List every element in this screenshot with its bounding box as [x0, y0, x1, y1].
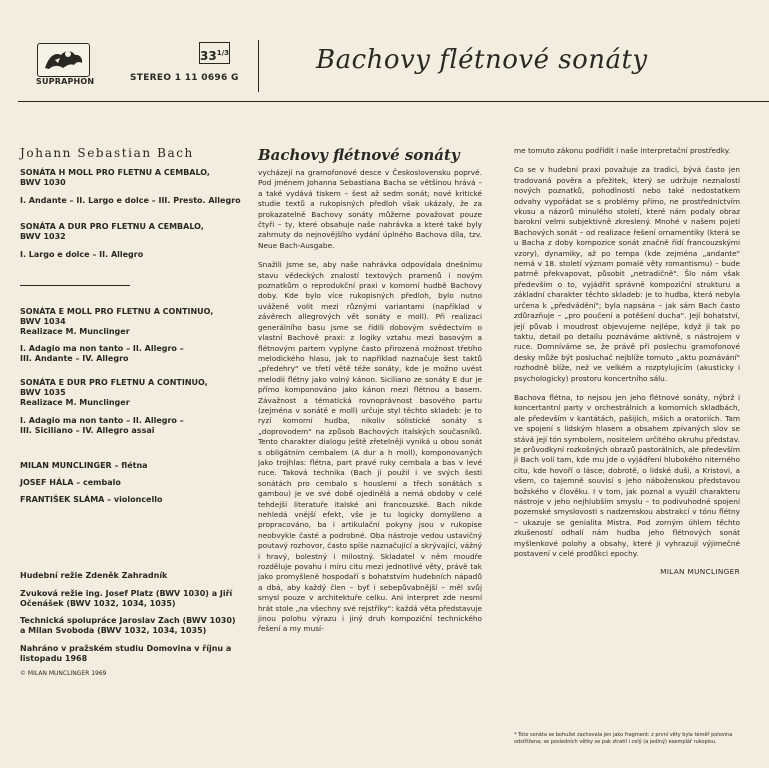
- catalog-number: STEREO 1 11 0696 G: [130, 73, 239, 83]
- left-separator: [20, 285, 130, 286]
- sonata-4-title: SONÁTA E DUR PRO FLETNU A CONTINUO,: [20, 378, 208, 387]
- composer-name: Johann Sebastian Bach: [20, 146, 194, 160]
- speed-badge: [199, 42, 230, 64]
- performer-flute: MILAN MUNCLINGER – flétna: [20, 461, 148, 470]
- article-signature: MILAN MUNCLINGER: [660, 567, 740, 577]
- sonata-4-movements-a: I. Adagio ma non tanto – II. Allegro –: [20, 416, 184, 425]
- sonata-4-realization: Realizace M. Munclinger: [20, 398, 130, 407]
- footnote: * Toto sonáta se bohužel zachovala jen jako fragment: z první věty byla téměř polovina odstřižena; se posledních větky se pak ztratil i celý (a jediný) exemplář rukopisu.: [514, 732, 733, 745]
- article-paragraph: vycházejí na gramofonové desce v Československu poprvé. Pod jménem Johanna Sebastiana Bacha se většinou hrává – a také vydává tiskem – šest až sedm sonát; nové kritické studie textů a rukopisných předloh však ukázaly, že za prokazatelně Bachovy sonáty můžeme považovat pouze čtyři – ty, které obsahuje naše nahrávka a které také byly zahrnuty do nejnovějšího vydání úplného Bachova díla, tzv. Neue Bach-Ausgabe.: [258, 168, 482, 250]
- sonata-2-bwv: BWV 1032: [20, 232, 66, 241]
- sonata-4-movements-b: III. Siciliano – IV. Allegro assai: [20, 426, 155, 435]
- cherub-icon: [41, 46, 86, 73]
- credit-recorded-a: Nahráno v pražském studiu Domovina v říjnu a: [20, 644, 232, 653]
- sonata-3-bwv: BWV 1034: [20, 317, 66, 326]
- sonata-3-movements-b: III. Andante – IV. Allegro: [20, 354, 129, 363]
- performer-cello: FRANTIŠEK SLÁMA – violoncello: [20, 495, 163, 504]
- sonata-3-title: SONÁTA E MOLL PRO FLETNU A CONTINUO,: [20, 307, 214, 316]
- speed-whole: 33: [200, 49, 217, 63]
- header-divider: [258, 40, 259, 92]
- supraphon-logo: [37, 43, 90, 77]
- speed-fraction: 1/3: [216, 49, 230, 57]
- article-paragraph: Bachova flétna, to nejsou jen jeho flétnové sonáty, nýbrž i koncertantní party v orchestrálních a komorních skladbách, ale především v kantátách, pašijích, mších a oratoriích. Tam ve spojení s lidským hlasem a obsahem zpívaných slov se stává její tón symbolem, nositelem určitého okruhu představ. Je průvodkyní rozkošných obrazů pastorálních, ale především ji Bach volí tam, kde mu jde o vyjádření hlubokého niterného citu, kde hovoří o lásce; dobrotě, o lidské duši, a Kristovi, a všem, co tajemně souvisí s jeho náboženskou představou božského v člověku. I v tom, jak poznal a využil charakteru nástroje v jeho nejhlubším smyslu – to podivuhodné spojení pozemské smyslovosti s nadzemskou abstrakcí v tónu flétny – ukazuje se genialita Mistra. Pod zorným úhlem těchto zkušeností odhalí nám hudba jeho flétnových sonát myšlenkové polohy a obsahy, které ji vyhrazují výjimečné postavení v celé prodůkci epochy.: [514, 392, 740, 559]
- article-paragraph: Snažili jsme se, aby naše nahrávka odpovídala dnešnímu stavu vědeckých znalostí textových pramenů i novým poznatkům o reprodukční praxi v komorní hudbě Bachovy doby. Kde bylo více rukopisných předloh, bylo nutno uváženě volit mezi různými variantami (například v závěrech allegrových vět sonáty e moll). Při realizaci generálního basu jsme se řídili dobovým svědectvím o vlastní Bachově praxi: z logiky vztahu mezi basovým a flétnovým partem vyplyne často přirozená možnost třetího melodického hlasu, jak to například naznačuje šest taktů „předehry" ve třetí větě téže sonáty, kde je možno uvést melodii flétny jako volný kánon. Siciliano ze sonáty E dur je přímo komponováno jako kánon mezi flétnou a basem. Závažnost a tématická rovnoprávnost basového partu (zejména v sonátě e moll) určuje styl těchto skladeb: je to ryzí komorní hudba, nikoliv sólistické sonáty s „doprovodem" na způsob Bachových italských současníků. Tento charakter dialogu ještě zřetelněji vyniká u obou sonát s obligátním cembalem (A dur a h moll), komponovaných jako trojhlas: flétna, part pravé ruky cembala a bas v levé ruce. Taková technika (Bach ji použil i ve svých šesti sonátách pro cembalo s houslemi a třech sonátách s gambou) je ve své době ojedinělá a nemá obdoby v celé tehdejší literatuře italské ani francouzské. Bach nikde nehledá vnější efekt, vše je tu logicky domyšleno a propracováno, ba i artikulační pokyny jsou v rukopise neobvykle časté a podrobné. Oba nástroje vedou ustavičný poutavý rozhovor, často spíše naznačující a skrývající, vážný i hravý, bolestný i milostný. Skladatel v něm moudře rozděluje povahu i míru citu mezi jednotlivé věty, právě tak jako promyšleně hospodaří s bohatstvím hudebních nápadů a dbá, aby každý člen – byť i sebepůvabnější – měl svůj smysl pouze v architektuře celku. Ani interpret zde nesmí hrát stole „na všechny své rejstříky": každá věta představuje jinou polohu výrazu i jiný druh kompoziční technického řešení a my musí-: [258, 260, 482, 634]
- sonata-1-bwv: BWV 1030: [20, 178, 66, 187]
- header-rule: [18, 101, 769, 102]
- article-paragraph: Co se v hudební praxi považuje za tradici, bývá často jen tradovaná pověra a přežitek, který se udržuje neznalostí nových poznatků, pohodlností nebo také nedostatkem odvahy vypořádat se s problémy přímo, ne prostřednictvím vkusu a názorů minulého století, které nám podaly obraz barokní velmi subjektivně zkreslený. Mnohé v našem pojetí Bachových sonát – od realizace řešení ornamentiky (která se u Bacha z doby kompozice sonát značně řídí francouzskými vzory), dynamiky, až po tempa (kde zejména „andante" nemá v 18. století význam pomalé věty romantismu) – bude patrně překvapovat, působit „netradičně". Šlo nám však především o to, vyjádřit správně kompoziční strukturu a základní charakter těchto skladeb: je to hudba, která nebyla určena k „předvádění"; byla napsána – jak sám Bach často zdůrazňuje – „pro poučení a potěšení ducha". Její bohatství, její půvab i moudrost objevujeme nejlépe, když ji tak po taktu, detail po detailu poznáváme aktivně, s nástrojem v ruce. Domníváme se, že právě při poslechu gramofonové desky může být posluchač nejblíže tomuto „aktu poznávání" rozhodně blíže, než ve velkém a rozptylujícím (akusticky i psychologicky) prostoru koncertního sálu.: [514, 165, 740, 383]
- sonata-1-movements: I. Andante – II. Largo e dolce – III. Presto. Allegro: [20, 196, 241, 205]
- copyright: © MILAN MUNCLINGER 1969: [20, 670, 107, 677]
- credit-tech-b: a Milan Svoboda (BWV 1032, 1034, 1035): [20, 626, 207, 635]
- credit-recorded-b: listopadu 1968: [20, 654, 88, 663]
- performer-cembalo: JOSEF HÁLA – cembalo: [20, 478, 121, 487]
- article-paragraph: me tomuto zákonu podřídit i naše interpretační prostředky.: [514, 146, 731, 155]
- article-column-2: [258, 168, 482, 635]
- credit-sound-b: Očenášek (BWV 1032, 1034, 1035): [20, 599, 176, 608]
- sonata-2-title: SONÁTA A DUR PRO FLETNU A CEMBALO,: [20, 222, 204, 231]
- label-name: SUPRAPHON: [36, 77, 95, 86]
- sonata-4-bwv: BWV 1035: [20, 388, 66, 397]
- credit-music-director: Hudební režie Zdeněk Zahradník: [20, 571, 168, 580]
- article-column-3: [514, 146, 740, 578]
- credit-tech-a: Technická spolupráce Jaroslav Zach (BWV 1030): [20, 616, 236, 625]
- sonata-2-movements: I. Largo e dolce – II. Allegro: [20, 250, 144, 259]
- sonata-3-realization: Realizace M. Munclinger: [20, 327, 130, 336]
- sonata-1-title: SONÁTA H MOLL PRO FLETNU A CEMBALO,: [20, 168, 210, 177]
- header-title: Bachovy flétnové sonáty: [316, 45, 648, 75]
- credit-sound-a: Zvuková režie ing. Josef Platz (BWV 1030) a Jiří: [20, 589, 233, 598]
- sonata-3-movements-a: I. Adagio ma non tanto – II. Allegro –: [20, 344, 184, 353]
- article-title: Bachovy flétnové sonáty: [258, 146, 460, 164]
